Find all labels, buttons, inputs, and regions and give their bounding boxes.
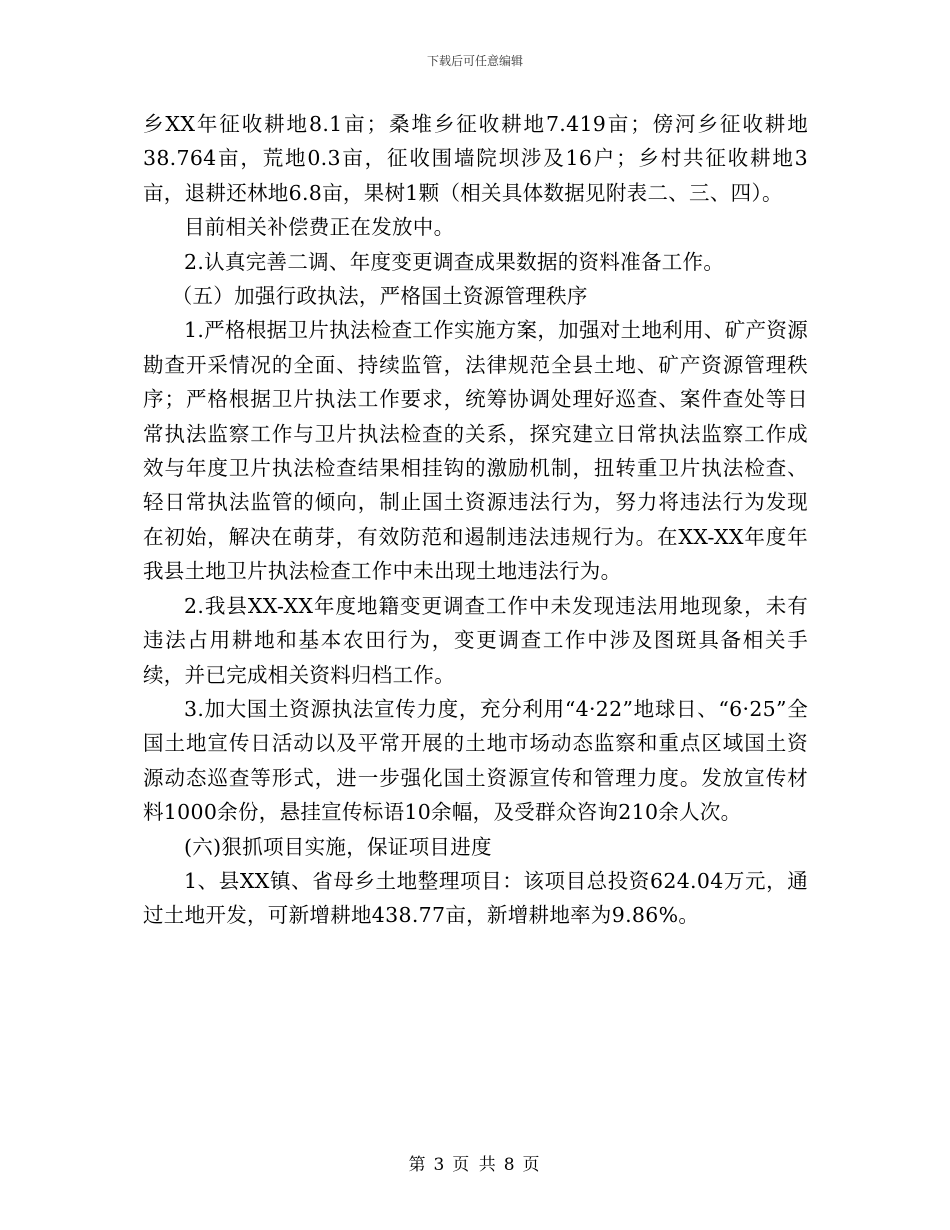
paragraph-survey-data: 2.认真完善二调、年度变更调查成果数据的资料准备工作。 <box>184 249 725 274</box>
footer-total-pages: 8 <box>503 1155 517 1175</box>
footer-prefix: 第 <box>408 1155 428 1175</box>
section-heading-6: (六)狠抓项目实施，保证项目进度 <box>184 834 492 859</box>
paragraph-cadastral-survey: 2.我县XX-XX年度地籍变更调查工作中未发现违法用地现象，未有违法占用耕地和基本农田行为，变更调查工作中涉及图斑具备相关手续，并已完成相关资料归档工作。 <box>143 593 808 687</box>
paragraph-satellite-enforcement: 1.严格根据卫片执法检查工作实施方案，加强对土地利用、矿产资源勘查开采情况的全面、持续监管，法律规范全县土地、矿产资源管理秩序；严格根据卫片执法工作要求，统筹协调处理好巡查、案件查处等日常执法监察工作与卫片执法检查的关系，探究建立日常执法监察工作成效与年度卫片执法检查结果相挂钩的激励机制，扭转重卫片执法检查、轻日常执法监管的倾向，制止国土资源违法行为，努力将违法行为发现在初始，解决在萌芽，有效防范和遏制违法违规行为。在XX-XX年度年我县土地卫片执法检查工作中未出现土地违法行为。 <box>143 318 808 584</box>
document-body <box>143 107 808 933</box>
paragraph-land-project: 1、县XX镇、省母乡土地整理项目：该项目总投资624.04万元，通过土地开发，可新增耕地438.77亩，新增耕地率为9.86%。 <box>143 868 808 928</box>
page-footer <box>0 1154 950 1176</box>
paragraph-continuation: 乡XX年征收耕地8.1亩；桑堆乡征收耕地7.419亩；傍河乡征收耕地38.764亩，荒地0.3亩，征收围墙院坝涉及16户；乡村共征收耕地3亩，退耕还林地6.8亩，果树1颗（相关具体数据见附表二、三、四）。 <box>143 112 808 205</box>
footer-middle: 页 共 <box>452 1155 498 1175</box>
header-note: 下载后可任意编辑 <box>426 54 523 68</box>
section-heading-5: （五）加强行政执法，严格国土资源管理秩序 <box>171 284 588 309</box>
footer-current-page: 3 <box>433 1155 447 1175</box>
paragraph-publicity: 3.加大国土资源执法宣传力度，充分利用“4·22”地球日、“6·25”全国土地宣传日活动以及平常开展的土地市场动态监察和重点区域国土资源动态巡查等形式，进一步强化国土资源宣传和管理力度。发放宣传材料1000余份，悬挂宣传标语10余幅，及受群众咨询210余人次。 <box>143 696 808 825</box>
paragraph-compensation-status: 目前相关补偿费正在发放中。 <box>184 215 455 240</box>
footer-suffix: 页 <box>522 1155 542 1175</box>
